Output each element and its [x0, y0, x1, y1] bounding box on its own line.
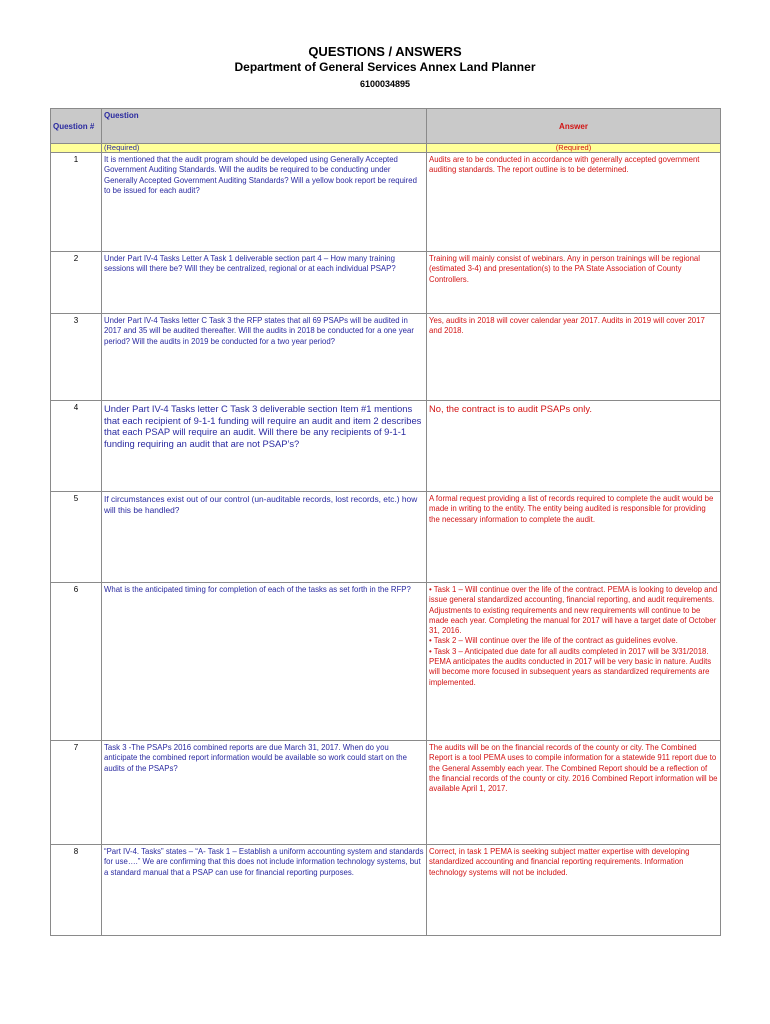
qa-table — [50, 108, 721, 936]
question-number: 5 — [51, 492, 102, 583]
question-number: 8 — [51, 845, 102, 936]
document-number: 6100034895 — [359, 79, 411, 89]
answer-text: Yes, audits in 2018 will cover calendar year 2017. Audits in 2019 will cover 2017 and 2018. — [427, 314, 721, 401]
question-text: Under Part IV-4 Tasks letter C Task 3 the RFP states that all 69 PSAPs will be audited in 2017 and 35 will be audited thereafter. Will the audits in 2018 be conducted for a one year period? Will the audits in 2019 be conducted for a two year period? — [102, 314, 427, 401]
question-number: 2 — [51, 252, 102, 314]
answer-text — [427, 583, 721, 741]
table-row — [51, 401, 721, 492]
answer-text: Audits are to be conducted in accordance with generally accepted government auditing standards. The report outline is to be determined. — [427, 153, 721, 252]
answer-bullet: • Task 2 – Will continue over the life of the contract as guidelines evolve. — [429, 636, 678, 646]
answer-bullet: • Task 3 – Anticipated due date for all audits completed in 2017 will be 3/31/2018. PEMA anticipates the audits conducted in 2017 will be very basic in nature. Audits will become more focused in subsequent years as standardized requirements are implemented. — [429, 646, 712, 687]
question-text: “Part IV-4. Tasks” states – “A- Task 1 – Establish a uniform accounting system and standards for use….” We are confirming that this does not include information technology systems, but a standard manual that a PSAP can use for financial reporting purposes. — [102, 845, 427, 936]
required-answer-label: (Required) — [427, 144, 721, 153]
table-row — [51, 252, 721, 314]
column-header-question: Question — [102, 109, 427, 144]
question-text: Under Part IV-4 Tasks letter C Task 3 deliverable section Item #1 mentions that each recipient of 9-1-1 funding will require an audit and item 2 describes that each PSAP will require an audit. Will there be any recipients of 9-1-1 funding requiring an audit that are not PSAP’s? — [102, 401, 427, 492]
question-text: What is the anticipated timing for completion of each of the tasks as set forth in the RFP? — [102, 583, 427, 741]
required-row — [51, 144, 721, 153]
table-row — [51, 741, 721, 845]
required-question-label: (Required) — [102, 144, 427, 153]
table-row — [51, 153, 721, 252]
table-row — [51, 583, 721, 741]
column-header-answer: Answer — [427, 109, 721, 144]
answer-text: A formal request providing a list of records required to complete the audit would be made in writing to the entity. The entity being audited is responsible for providing the necessary information to complete the audit. — [427, 492, 721, 583]
column-header-question-num: Question # — [51, 109, 102, 144]
question-number: 4 — [51, 401, 102, 492]
required-blank-cell — [51, 144, 102, 153]
question-number: 3 — [51, 314, 102, 401]
answer-text: The audits will be on the financial records of the county or city. The Combined Report is a tool PEMA uses to compile information for a statewide 911 report due to the General Assembly each year. The Combined Report should be a reflection of the financial records of the county or city. 2016 Combined Report information will be available April 1, 2017. — [427, 741, 721, 845]
document-subtitle: Department of General Services Annex Land Planner — [234, 60, 536, 74]
question-text: Task 3 -The PSAPs 2016 combined reports are due March 31, 2017. When do you anticipate the combined report information would be available so work could start on the audits of the PSAPs? — [102, 741, 427, 845]
document-title: QUESTIONS / ANSWERS — [308, 44, 462, 59]
answer-bullet: • Task 1 – Will continue over the life of the contract. PEMA is looking to develop and issue general standardized accounting, financial reporting, and audit requirements. Adjustments to existing requirements and new requirements will continue to be made each year. Completing the manual for 2017 will have a target date of October 31, 2016. — [429, 585, 718, 636]
answer-text: Correct, in task 1 PEMA is seeking subject matter expertise with developing standardized accounting and financial reporting requirements. Information technology systems will not be included. — [427, 845, 721, 936]
question-number: 6 — [51, 583, 102, 741]
question-number: 7 — [51, 741, 102, 845]
document-header — [0, 44, 770, 91]
table-row — [51, 492, 721, 583]
question-number: 1 — [51, 153, 102, 252]
question-text: It is mentioned that the audit program should be developed using Generally Accepted Government Auditing Standards. Will the audits be required to be conducting under Generally Accepted Government Auditing Standards? Will a yellow book report be required to be issued for each audit? — [102, 153, 427, 252]
table-header-row — [51, 109, 721, 144]
answer-text: No, the contract is to audit PSAPs only. — [427, 401, 721, 492]
answer-text: Training will mainly consist of webinars. Any in person trainings will be regional (estimated 3-4) and presentation(s) to the PA State Association of County Controllers. — [427, 252, 721, 314]
table-row — [51, 845, 721, 936]
table-row — [51, 314, 721, 401]
question-text: If circumstances exist out of our control (un-auditable records, lost records, etc.) how will this be handled? — [102, 492, 427, 583]
question-text: Under Part IV-4 Tasks Letter A Task 1 deliverable section part 4 – How many training sessions will there be? Will they be centralized, regional or at each individual PSAP? — [102, 252, 427, 314]
